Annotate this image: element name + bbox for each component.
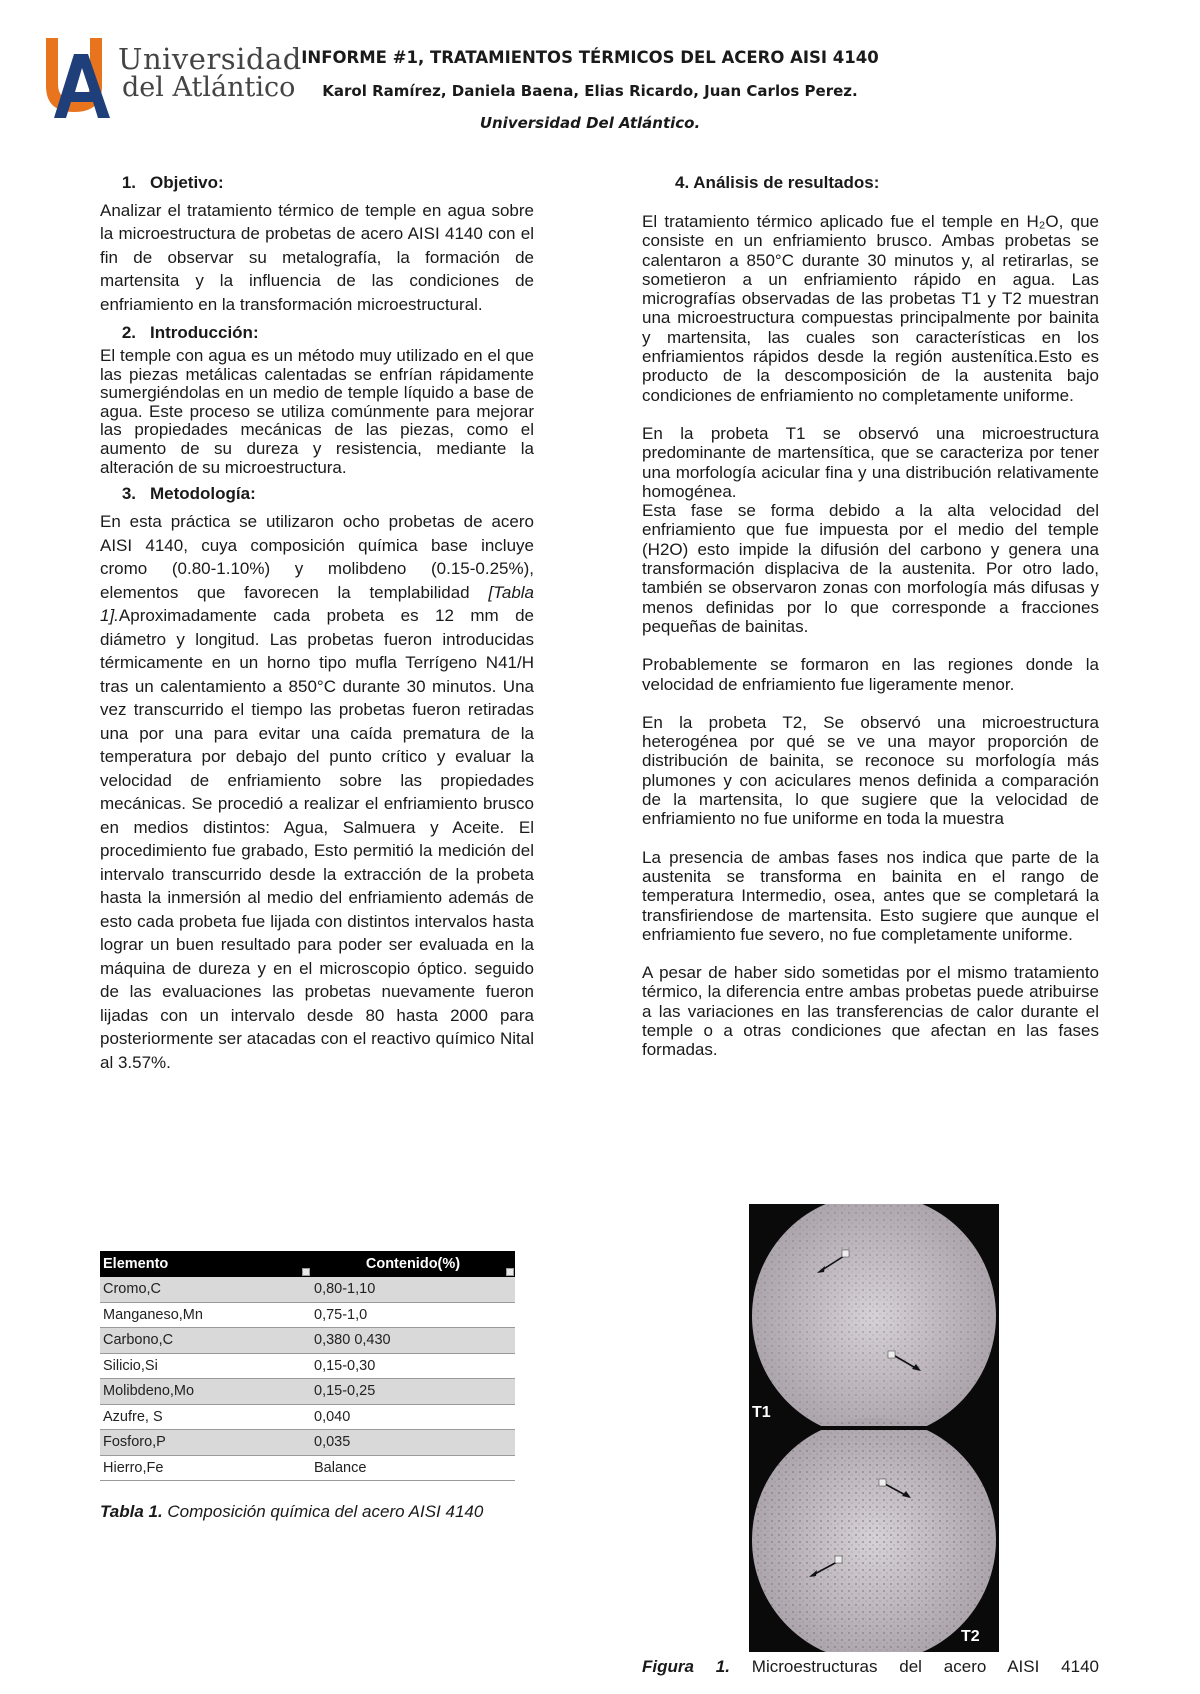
table-cell: Molibdeno,Mo xyxy=(100,1379,311,1405)
micrograph-label-t1: T1 xyxy=(752,1404,771,1421)
analisis-paragraph: En la probeta T2, Se observó una microestructura heterogénea por qué se ve una mayor proporción de distribución de bainita, se reconoce su morfología más plumones y con aciculares menos definida a comparación de la martensita, lo que sugiere que la velocidad de enfriamiento no fue uniforme en toda la muestra xyxy=(642,712,1099,829)
logo-line1: Universidad xyxy=(118,42,302,76)
table-cell: Balance xyxy=(311,1455,515,1481)
table-cell: Fosforo,P xyxy=(100,1430,311,1456)
table-cell: 0,75-1,0 xyxy=(311,1302,515,1328)
table-row xyxy=(100,1455,515,1481)
paper-header xyxy=(300,46,880,134)
metodologia-text-part2: Aproximadamente cada probeta es 12 mm de diámetro y longitud. Las probetas fueron introducidas térmicamente en un horno tipo mufla Terrígeno N41/H tras un calentamiento a 850°C durante 30 minutos. Una vez transcurrido el tiempo las probetas fueron retiradas una por una para evitar una caída prematura de la temperatura por debajo del punto crítico y evaluar la velocidad de enfriamiento sobre las propiedades mecánicas. Se procedió a realizar el enfriamiento brusco en medios distintos: Agua, Salmuera y Aceite. El procedimiento fue grabado, Esto permitió la medición del intervalo transcurrido desde la extracción de la probeta hasta la inmersión al medio del enfriamiento además de esto cada probeta fue lijada con distintos intervalos hasta lograr un buen resultado para poder ser evaluada en la máquina de dureza y en el microscopio óptico. seguido de las evaluaciones las probetas nuevamente fueron lijadas con un intervalo desde 80 hasta 2000 para posteriormente ser atacadas con el reactivo químico Nital al 3.57%. xyxy=(100,606,534,1072)
left-column xyxy=(100,172,534,1074)
micrograph-figure xyxy=(749,1204,999,1652)
section-metodologia-text xyxy=(100,510,534,1074)
section-objetivo-text: Analizar el tratamiento térmico de temple en agua sobre la microestructura de probetas de acero AISI 4140 con el fin de observar su metalografía, la formación de martensita y la influencia de las condiciones de enfriamiento en la transformación microestructural. xyxy=(100,201,534,314)
table-cell: 0,15-0,25 xyxy=(311,1379,515,1405)
analisis-paragraph: La presencia de ambas fases nos indica que parte de la austenita se transforma en bainita en el rango de temperatura Intermedio, osea, antes que se completará la transfiriendose de martensita. Esto sugiere que aunque el enfriamiento fue severo, no fue completamente uniforme. xyxy=(642,847,1099,944)
section-analisis-title xyxy=(642,172,1099,194)
filter-dropdown-icon[interactable] xyxy=(506,1268,514,1276)
table-row xyxy=(100,1353,515,1379)
table-header-contenido[interactable]: Contenido(%) xyxy=(311,1251,515,1277)
micrograph-image xyxy=(749,1204,999,1652)
table-cell: Silicio,Si xyxy=(100,1353,311,1379)
table-cell: Cromo,C xyxy=(100,1277,311,1302)
section-objetivo-title xyxy=(100,172,534,194)
section-number: 4. xyxy=(675,173,690,192)
table-cell: Manganeso,Mn xyxy=(100,1302,311,1328)
table-cell: Hierro,Fe xyxy=(100,1455,311,1481)
table-row xyxy=(100,1302,515,1328)
table-row xyxy=(100,1430,515,1456)
table-row xyxy=(100,1277,515,1302)
section-title-text: Metodología: xyxy=(150,484,256,504)
table-cell: 0,035 xyxy=(311,1430,515,1456)
table-cell: Carbono,C xyxy=(100,1328,311,1354)
table-reference-link[interactable]: [Tabla 1]. xyxy=(100,582,534,626)
table-cell: 0,380 0,430 xyxy=(311,1328,515,1354)
section-number: 2. xyxy=(121,323,136,343)
composition-table xyxy=(100,1251,515,1481)
figure-caption xyxy=(642,1657,1099,1677)
table-cell: 0,15-0,30 xyxy=(311,1353,515,1379)
analisis-paragraph: En la probeta T1 se observó una microestructura predominante de martensítica, que se caracteriza por tener una morfología acicular fina y una distribución relativamente homogénea. xyxy=(642,423,1099,501)
table-cell: 0,040 xyxy=(311,1404,515,1430)
figure-caption-text: Microestructuras del acero AISI 4140 xyxy=(729,1657,1099,1676)
micrograph-label-t2: T2 xyxy=(961,1628,980,1645)
logo-wordmark xyxy=(118,44,302,102)
table-row xyxy=(100,1404,515,1430)
section-title-text: Análisis de resultados: xyxy=(693,173,880,192)
section-number: 1. xyxy=(121,173,136,192)
table-row xyxy=(100,1379,515,1405)
table-header-elemento[interactable]: Elemento xyxy=(100,1251,311,1277)
section-title-text: Introducción: xyxy=(150,323,259,343)
section-introduccion-text: El temple con agua es un método muy utilizado en el que las piezas metálicas calentadas se enfrían rápidamente sumergiéndolas en un medio de temple líquido a base de agua. Este proceso se utiliza comúnmente para mejorar las propiedades mecánicas de las piezas, como el aumento de su dureza y resistencia, mediante la alteración de su microestructura. xyxy=(100,346,534,477)
filter-dropdown-icon[interactable] xyxy=(302,1268,310,1276)
section-number: 3. xyxy=(121,484,136,504)
metodologia-text-part1: En esta práctica se utilizaron ocho probetas de acero AISI 4140, cuya composición química base incluye cromo (0.80-1.10%) y molibdeno (0.15-0.25%), elementos que favorecen la templabilidad xyxy=(100,512,534,602)
university-logo-icon xyxy=(44,34,124,120)
table-caption-label: Tabla 1. xyxy=(100,1502,163,1521)
table-cell: Azufre, S xyxy=(100,1404,311,1430)
table-row xyxy=(100,1328,515,1354)
table-caption-text: Composición química del acero AISI 4140 xyxy=(162,1502,484,1521)
analisis-paragraph: Esta fase se forma debido a la alta velocidad del enfriamiento que fue impuesta por el medio del temple (H2O) esto impide la difusión del carbono y genera una transformación displaciva de la austenita. Por otro lado, también se observaron zonas con morfología más difusas y menos definidas por lo que corresponde a fracciones pequeñas de bainitas. xyxy=(642,501,1099,636)
logo-line2: del Atlántico xyxy=(122,72,296,103)
paper-affiliation: Universidad Del Atlántico. xyxy=(479,114,701,132)
table-caption xyxy=(100,1502,483,1522)
analisis-paragraph: A pesar de haber sido sometidas por el mismo tratamiento térmico, la diferencia entre ambas probetas puede atribuirse a las variaciones en las transferencias de calor durante el temple o a otras condiciones que afectan en las fases formadas. xyxy=(642,963,1099,1060)
analisis-paragraph: Probablemente se formaron en las regiones donde la velocidad de enfriamiento fue ligeramente menor. xyxy=(642,655,1099,694)
analisis-paragraph: El tratamiento térmico aplicado fue el temple en H₂O, que consiste en un enfriamiento brusco. Ambas probetas se calentaron a 850°C durante 30 minutos y, al retirarlas, se sometieron a un enfriamiento rápido en agua. Las micrografías observadas de las probetas T1 y T2 muestran una microestructura compuestas principalmente por bainita y martensita, las cuales son características en los enfriamientos rápidos desde la región austenítica.Esto es producto de la descomposición de la austenita bajo condiciones de enfriamiento no completamente uniforme. xyxy=(642,212,1099,405)
section-metodologia-title xyxy=(100,483,534,505)
section-title-text: Objetivo: xyxy=(150,173,224,192)
table-header-row xyxy=(100,1251,515,1277)
table-cell: 0,80-1,10 xyxy=(311,1277,515,1302)
section-introduccion-title xyxy=(100,322,534,344)
right-column xyxy=(642,172,1099,1060)
figure-caption-label: Figura 1. xyxy=(642,1657,730,1676)
paper-title: INFORME #1, TRATAMIENTOS TÉRMICOS DEL ACERO AISI 4140 xyxy=(301,48,879,67)
paper-authors: Karol Ramírez, Daniela Baena, Elias Ricardo, Juan Carlos Perez. xyxy=(322,82,858,100)
